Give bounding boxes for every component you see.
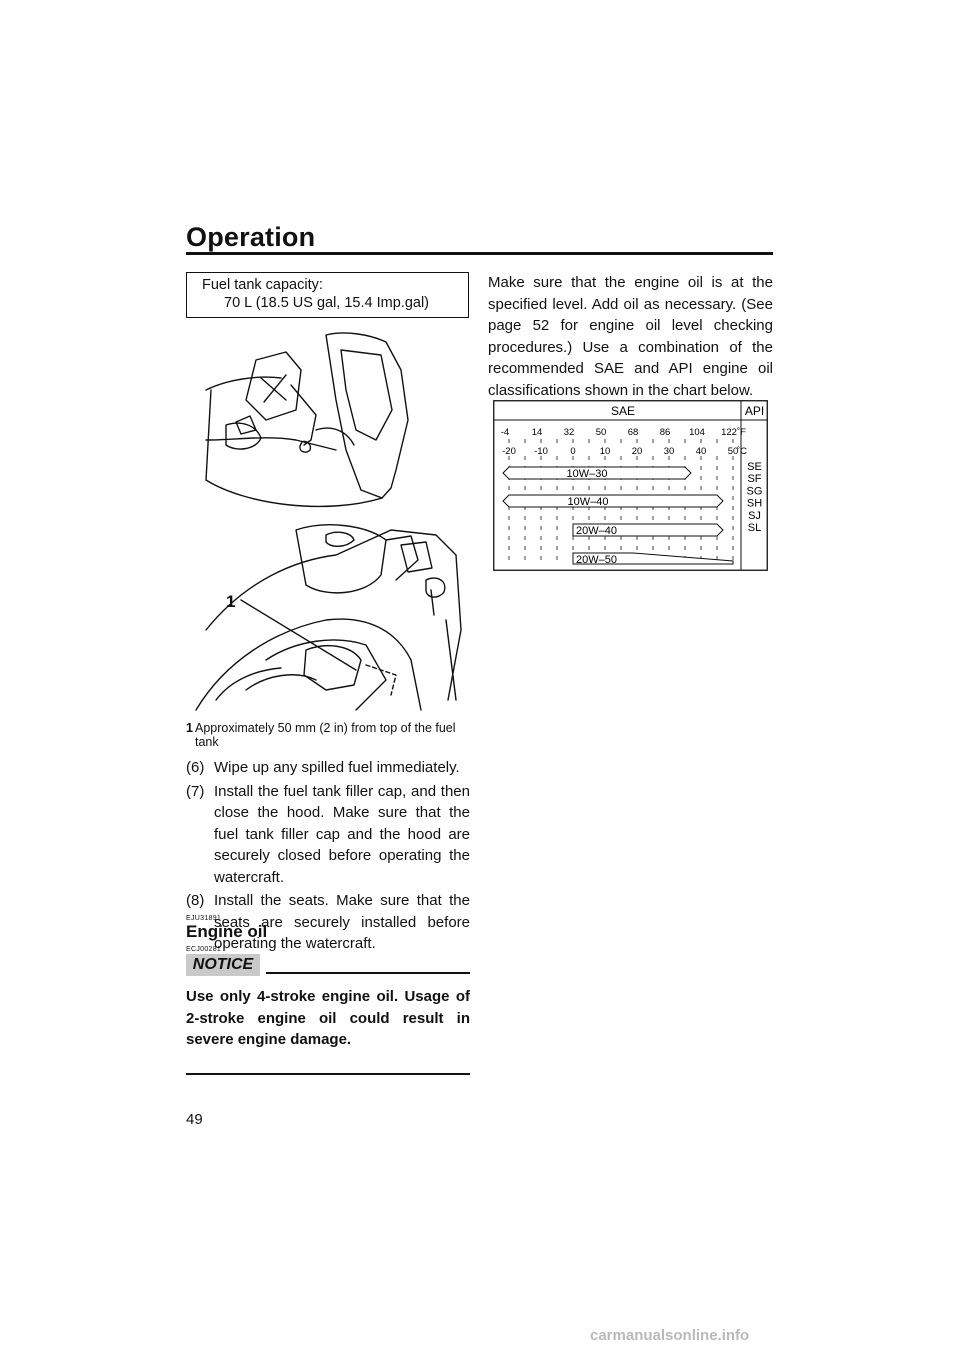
step-text: Install the fuel tank filler cap, and then close the hood. Make sure that the fuel tank filler cap and the hood are securely closed before operating the watercraft. [214,782,470,886]
callout-number: 1 [226,592,236,611]
caption-number: 1 [186,721,193,735]
step-item [186,781,470,889]
fuel-capacity-label: Fuel tank capacity: [202,277,323,293]
step-number: (8) [186,892,205,909]
step-item [186,757,470,779]
fahrenheit-tick-label: 32 [563,427,575,438]
notice-rule-bottom [186,1073,470,1075]
caption-text: Approximately 50 mm (2 in) from top of the fuel tank [195,721,456,749]
oil-viscosity-chart [493,400,768,571]
celsius-tick-label: 10 [599,446,611,457]
celsius-tick-label: 40 [695,446,707,457]
celsius-tick-label: -20 [502,446,516,457]
api-class-label: SJ [748,509,761,522]
celsius-tick-label: 0 [570,446,576,457]
celsius-tick-label: 50 [727,446,739,457]
title-rule [186,252,773,255]
fahrenheit-tick-label: -4 [500,427,510,438]
fahrenheit-tick-label: 14 [531,427,543,438]
fuel-capacity-value: 70 L (18.5 US gal, 15.4 Imp.gal) [224,295,429,311]
fahrenheit-tick-label: 122 [721,427,737,438]
fahrenheit-tick-label: 104 [689,427,705,438]
notice-badge: NOTICE [186,954,260,976]
celsius-unit-label: ˚C [737,446,748,457]
grade-label: 10W–40 [567,496,609,508]
sae-label: SAE [610,404,636,418]
section-title: Operation [186,222,316,252]
step-number: (7) [186,782,205,800]
step-text: Wipe up any spilled fuel immediately. [214,759,460,776]
grade-label: 20W–40 [576,525,617,537]
notice-code: ECJ00281 [186,946,222,953]
celsius-tick-label: 20 [631,446,643,457]
page-number: 49 [186,1111,203,1128]
celsius-tick-label: 30 [663,446,675,457]
step-text: Install the seats. Make sure that the seats are securely installed before operating the watercraft. [214,892,470,952]
step-number: (6) [186,759,205,776]
celsius-tick-label: -10 [534,446,548,457]
notice-text: Use only 4-stroke engine oil. Usage of 2-stroke engine oil could result in severe engine damage. [186,988,470,1048]
api-class-label: SF [747,473,762,486]
fahrenheit-tick-label: 86 [659,427,671,438]
watermark: carmanualsonline.info [590,1327,750,1344]
grade-bar [503,495,723,507]
api-label: API [744,404,765,418]
api-class-label: SH [746,497,763,510]
grade-label: 10W–30 [566,468,608,480]
api-class-label: SE [747,461,762,473]
fahrenheit-unit-label: ˚F [737,427,746,438]
oil-instructions-paragraph: Make sure that the engine oil is at the specified level. Add oil as necessary. (See page 52 for engine oil level checking procedures.) Use a combination of the recommended SAE and API engine oil classifications shown in the chart below. [488,274,773,399]
engine-oil-heading: Engine oil [186,922,268,941]
api-class-label: SG [746,485,763,498]
grade-label: 20W–50 [576,554,617,566]
notice-rule-top [266,972,470,974]
section-code: EJU31891 [186,915,222,922]
fuel-tank-illustration [186,330,470,718]
illustration-caption [186,721,470,749]
fuel-capacity-box [186,272,469,318]
api-class-label: SL [747,522,762,534]
fahrenheit-tick-label: 50 [595,427,607,438]
fahrenheit-tick-label: 68 [627,427,639,438]
